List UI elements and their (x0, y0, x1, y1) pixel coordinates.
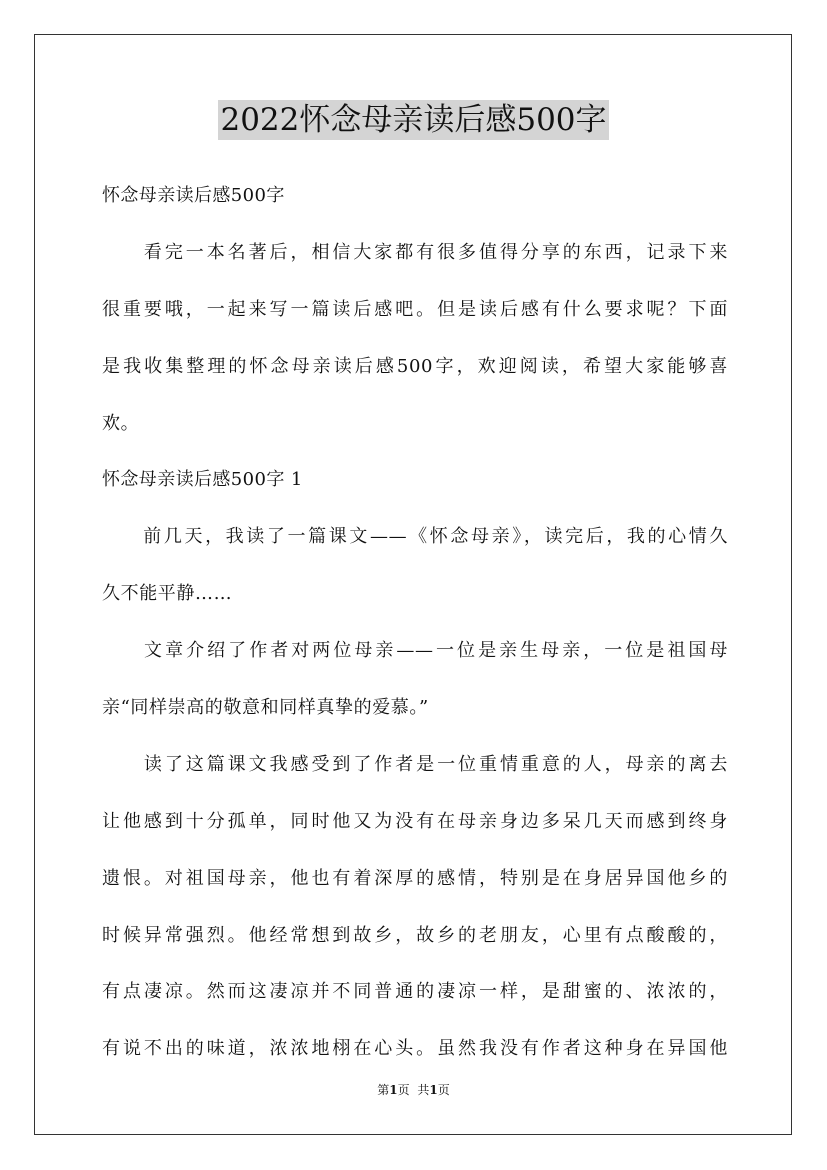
text-line: 久不能平静…… (102, 583, 233, 605)
page-suffix: 页 (397, 1083, 410, 1097)
text-line: 读了这篇课文我感受到了作者是一位重情重意的人，母亲的离去 (102, 753, 728, 775)
text-line: 怀念母亲读后感500字 1 (102, 469, 303, 491)
text-line: 欢。 (102, 412, 140, 434)
page-footer (0, 1082, 827, 1098)
text-line: 有说不出的味道，浓浓地栩在心头。虽然我没有作者这种身在异国他 (102, 1038, 728, 1060)
text-line: 有点凄凉。然而这凄凉并不同普通的凄凉一样，是甜蜜的、浓浓的， (102, 981, 728, 1003)
text-line: 是我收集整理的怀念母亲读后感500字，欢迎阅读，希望大家能够喜 (102, 355, 728, 377)
title-container (0, 100, 827, 140)
text-line: 时候异常强烈。他经常想到故乡，故乡的老朋友，心里有点酸酸的， (102, 924, 728, 946)
total-suffix: 页 (437, 1083, 450, 1097)
text-line: 让他感到十分孤单，同时他又为没有在母亲身边多呆几天而感到终身 (102, 810, 728, 832)
text-line: 亲“同样崇高的敬意和同样真挚的爱慕。” (102, 697, 429, 719)
document-body (102, 168, 728, 1078)
text-line: 怀念母亲读后感500字 (102, 185, 285, 206)
document-title: 2022怀念母亲读后感500字 (220, 102, 607, 138)
text-line: 遗恨。对祖国母亲，他也有着深厚的感情，特别是在身居异国他乡的 (102, 867, 728, 889)
text-line: 前几天，我读了一篇课文——《怀念母亲》，读完后，我的心情久 (102, 526, 728, 548)
text-line: 看完一本名著后，相信大家都有很多值得分享的东西，记录下来 (102, 241, 728, 263)
text-line: 文章介绍了作者对两位母亲——一位是亲生母亲，一位是祖国母 (102, 640, 728, 662)
page-total: 1 (429, 1083, 438, 1097)
page-number: 1 (389, 1083, 398, 1097)
text-line: 很重要哦，一起来写一篇读后感吧。但是读后感有什么要求呢？下面 (102, 298, 728, 320)
page-prefix: 第 (377, 1083, 390, 1097)
total-prefix: 共 (417, 1083, 430, 1097)
